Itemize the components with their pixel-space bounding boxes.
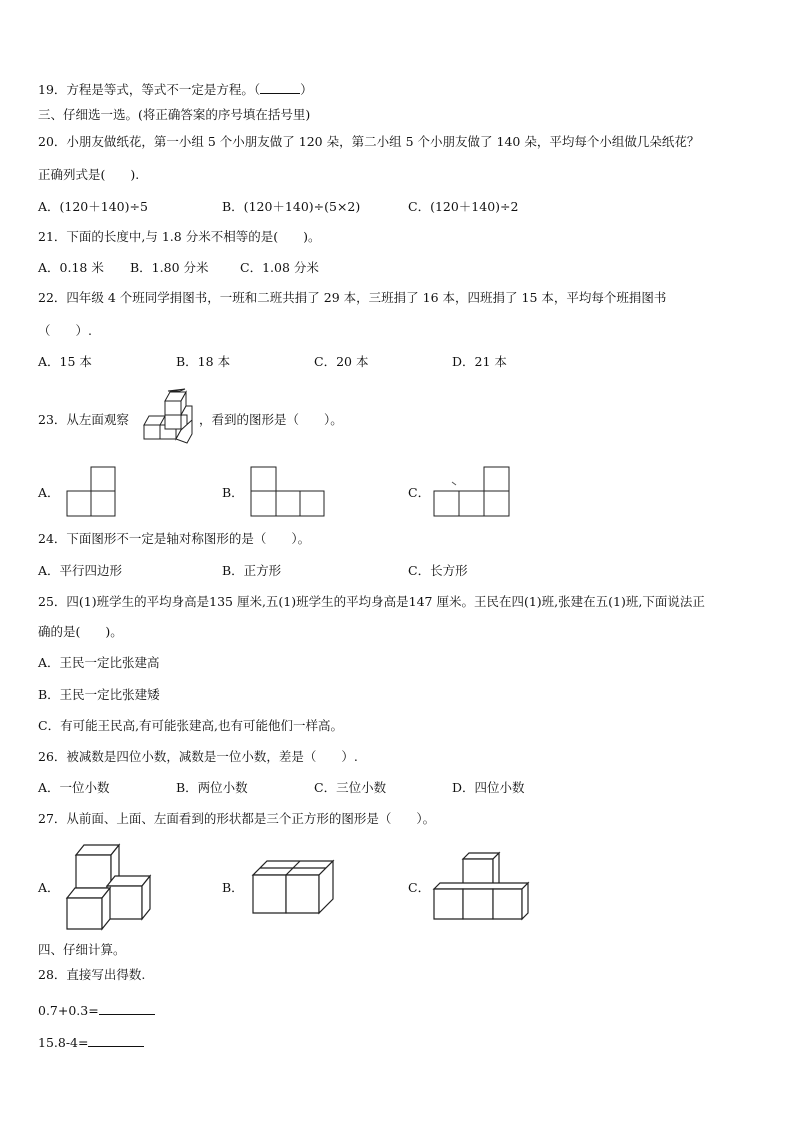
q23-cube-stack-figure xyxy=(138,389,196,447)
question-22-line-2: （ ）. xyxy=(38,323,92,338)
q21-option-c[interactable]: C．1.08 分米 xyxy=(240,260,319,275)
question-28: 28．直接写出得数. xyxy=(38,967,146,982)
q28-item-2-expression: 15.8-4= xyxy=(38,1035,89,1050)
q27-option-c-figure[interactable] xyxy=(432,851,530,921)
q24-option-a[interactable]: A．平行四边形 xyxy=(38,563,123,578)
section-heading-3: 三、仔细选一选。(将正确答案的序号填在括号里) xyxy=(38,107,311,122)
section-heading-4: 四、仔细计算。 xyxy=(38,942,126,957)
q25-option-a[interactable]: A．王民一定比张建高 xyxy=(38,655,160,670)
q23-option-a[interactable]: A． xyxy=(38,485,60,500)
q25-option-c[interactable]: C．有可能王民高,有可能张建高,也有可能他们一样高。 xyxy=(38,718,344,733)
q21-option-b[interactable]: B．1.80 分米 xyxy=(130,260,209,275)
q26-option-a[interactable]: A．一位小数 xyxy=(38,780,110,795)
answer-blank[interactable] xyxy=(260,81,300,94)
q27-option-b-figure[interactable] xyxy=(250,858,338,916)
q23-option-c-figure[interactable] xyxy=(432,466,512,518)
q24-option-c[interactable]: C．长方形 xyxy=(408,563,468,578)
question-19 xyxy=(38,81,313,98)
question-27: 27．从前面、上面、左面看到的形状都是三个正方形的图形是（ ）。 xyxy=(38,811,436,826)
question-24: 24．下面图形不一定是轴对称图形的是（ ）。 xyxy=(38,531,311,546)
question-23-before: 23．从左面观察 xyxy=(38,412,129,427)
q27-option-a[interactable]: A． xyxy=(38,880,60,895)
q28-item-1 xyxy=(38,1002,155,1019)
question-20-line-1: 20．小朋友做纸花，第一小组 5 个小朋友做了 120 朵，第二小组 5 个小朋友做了 140 朵，平均每个小组做几朵纸花？ xyxy=(38,134,700,149)
q20-option-a[interactable]: A．(120＋140)÷5 xyxy=(38,199,148,214)
question-21: 21．下面的长度中,与 1.8 分米不相等的是( )。 xyxy=(38,229,321,244)
q20-option-b[interactable]: B．(120＋140)÷(5×2) xyxy=(222,199,361,214)
q23-option-a-figure[interactable] xyxy=(65,466,117,518)
q22-option-b[interactable]: B．18 本 xyxy=(176,354,231,369)
question-23-after: ，看到的图形是（ ）。 xyxy=(199,412,343,427)
q28-item-1-answer[interactable] xyxy=(99,1002,155,1015)
question-26: 26．被减数是四位小数，减数是一位小数，差是（ ）. xyxy=(38,749,358,764)
q23-option-b[interactable]: B． xyxy=(222,485,244,500)
q22-option-d[interactable]: D．21 本 xyxy=(452,354,507,369)
q23-option-c[interactable]: C． xyxy=(408,485,431,500)
q27-option-a-figure[interactable] xyxy=(64,842,154,930)
q27-option-b[interactable]: B． xyxy=(222,880,244,895)
q28-item-2-answer[interactable] xyxy=(88,1034,144,1047)
q28-item-1-expression: 0.7+0.3= xyxy=(38,1003,99,1018)
q26-option-c[interactable]: C．三位小数 xyxy=(314,780,387,795)
question-20-line-2: 正确列式是( ). xyxy=(38,167,140,182)
q25-option-b[interactable]: B．王民一定比张建矮 xyxy=(38,687,160,702)
q22-option-a[interactable]: A．15 本 xyxy=(38,354,92,369)
q26-option-d[interactable]: D．四位小数 xyxy=(452,780,525,795)
q20-option-c[interactable]: C．(120＋140)÷2 xyxy=(408,199,519,214)
q21-option-a[interactable]: A．0.18 米 xyxy=(38,260,104,275)
q26-option-b[interactable]: B．两位小数 xyxy=(176,780,248,795)
q27-option-c[interactable]: C． xyxy=(408,880,431,895)
q22-option-c[interactable]: C．20 本 xyxy=(314,354,369,369)
question-19-text: 19．方程是等式，等式不一定是方程。（ xyxy=(38,82,261,97)
question-25-line-2: 确的是( )。 xyxy=(38,624,123,639)
q23-option-b-figure[interactable] xyxy=(249,466,327,518)
question-19-close: ） xyxy=(300,82,313,97)
question-25-line-1: 25．四(1)班学生的平均身高是135 厘米,五(1)班学生的平均身高是147 厘米。王民在四(1)班,张建在五(1)班,下面说法正 xyxy=(38,594,705,609)
q28-item-2 xyxy=(38,1034,144,1051)
q24-option-b[interactable]: B．正方形 xyxy=(222,563,282,578)
question-22-line-1: 22．四年级 4 个班同学捐图书，一班和二班共捐了 29 本，三班捐了 16 本，四班捐了 15 本，平均每个班捐图书 xyxy=(38,290,667,305)
